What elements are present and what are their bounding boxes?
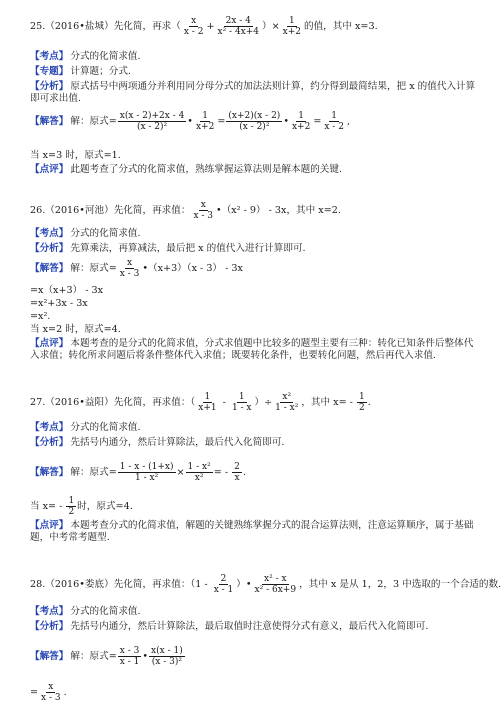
jieda-line: 【解答】 解：原式= $\frac{1 - x - (1+x)}{\text{1 - x²}}$ × $\frac{\text{1 - x²}}{\text{x²}}$ = - $\frac{2}{x}$ . [30, 462, 246, 483]
fenxi-tag: 【分析】 [30, 621, 69, 632]
step-line [30, 682, 67, 703]
dianping-line [30, 520, 476, 544]
dianping-line [30, 338, 476, 362]
kaodian-line [30, 51, 141, 63]
stem-text: . [367, 397, 371, 408]
fraction: $\frac{(x+2)(x - 2)}{\text{(x - 2)²}}$ [228, 111, 281, 132]
dang-line: 当 x=2 时，原式=4. [30, 324, 121, 335]
kaodian-text: 分式的化简求值. [70, 228, 141, 239]
fraction: $\frac{2}{x}$ [234, 462, 240, 483]
dianping-tag: 【点评】 [30, 338, 69, 349]
jieda-text: 解：原式= [70, 651, 117, 662]
problem-26-stem [30, 200, 341, 221]
step-line: =x². [30, 311, 51, 322]
problem-27-stem [30, 392, 371, 413]
jieda-tag: 【解答】 [30, 263, 69, 274]
stem-text: 26.（2016•河池）先化简，再求值： [30, 205, 191, 216]
fenxi-text: 原式括号中两项通分并利用同分母分式的加法法则计算，约分得到最简结果，把 x 的值代入计算即可求出值. [30, 81, 476, 104]
dang-line [30, 496, 133, 517]
problem-28-stem [30, 574, 501, 595]
step-text: = [30, 687, 39, 698]
kaodian-tag: 【考点】 [30, 422, 69, 433]
fraction: $\frac{\text{x²}}{\text{1 - x²}}$ [275, 392, 299, 413]
fenxi-tag: 【分析】 [30, 437, 69, 448]
jieda-line: 【解答】 解：原式= $\frac{x - 3}{x - 1}$ • $\frac{x(x - 1)}{\text{(x - 3)²}}$ [30, 646, 183, 667]
step-line: =x²+3x - 3x [30, 298, 88, 309]
jieda-text: 解：原式= [70, 263, 117, 274]
jieda-text: = - [213, 467, 232, 478]
jieda-tag: 【解答】 [30, 651, 69, 662]
zhuanti-text: 计算题；分式. [70, 66, 131, 77]
dianping-text: 本题考查分式的化简求值，解题的关键熟练掌握分式的混合运算法则，注意运算顺序，属于基础题，中考常考题型. [30, 520, 474, 543]
fraction: $\frac{1 - x - (1+x)}{\text{1 - x²}}$ [119, 462, 174, 483]
dang-text: 当 x= - [30, 501, 66, 512]
fraction: $\frac{\text{1 - x²}}{\text{x²}}$ [187, 462, 211, 483]
fenxi-line [30, 81, 476, 105]
operator: - [219, 397, 229, 408]
kaodian-text: 分式的化简求值. [70, 606, 141, 617]
fenxi-text: 先括号内通分，然后计算除法，最后代入化简即可. [70, 437, 285, 448]
dianping-tag: 【点评】 [30, 164, 69, 175]
fraction: $\frac{1}{x+2}$ [291, 111, 311, 132]
fenxi-line [30, 243, 306, 255]
fenxi-line [30, 621, 428, 633]
dianping-tag: 【点评】 [30, 520, 69, 531]
jieda-text: •（x+3）（x - 3） - 3x [142, 263, 243, 274]
stem-text: 27.（2016•益阳）先化简，再求值：（ [30, 397, 196, 408]
fraction: $\frac{1}{2}$ [68, 496, 75, 517]
jieda-tag: 【解答】 [30, 467, 69, 478]
fraction: $\frac{x - 3}{x - 1}$ [119, 646, 140, 667]
fraction: $\frac{2}{x - 1}$ [213, 574, 234, 595]
kaodian-tag: 【考点】 [30, 606, 69, 617]
dang-line: 当 x=3 时，原式=1. [30, 150, 121, 161]
zhuanti-line [30, 66, 131, 78]
problem-25-stem [30, 16, 378, 37]
stem-text: ，其中 x 是从 1，2，3 中选取的一个合适的数. [299, 579, 502, 590]
kaodian-text: 分式的化简求值. [70, 51, 141, 62]
jieda-tag: 【解答】 [30, 116, 69, 127]
jieda-text: 解：原式= [70, 116, 117, 127]
jieda-line [30, 258, 243, 279]
fraction: $\frac{2x - 4}{\text{x² - 4x+4}}$ [217, 16, 260, 37]
fraction: $\frac{1}{2}$ [358, 392, 365, 413]
operator: × [176, 467, 185, 478]
fenxi-tag: 【分析】 [30, 81, 69, 92]
operator: ）÷ [254, 397, 273, 408]
fraction: $\frac{x}{x - 2}$ [183, 16, 204, 37]
stem-text: 25.（2016•盐城）先化简，再求（ [30, 21, 181, 32]
kaodian-tag: 【考点】 [30, 228, 69, 239]
fraction: $\frac{1}{x+1}$ [198, 392, 217, 413]
kaodian-line [30, 606, 141, 618]
step-line: =x（x+3） - 3x [30, 285, 104, 296]
fenxi-text: 先括号内通分，然后计算除法，最后取值时注意使得分式有意义，最后代入化简即可. [70, 621, 429, 632]
operator: + [206, 21, 215, 32]
fenxi-text: 先算乘法，再算减法，最后把 x 的值代入进行计算即可. [70, 243, 306, 254]
stem-text: •（x² - 9） - 3x，其中 x=2. [216, 205, 341, 216]
kaodian-text: 分式的化简求值. [70, 422, 141, 433]
dianping-text: 本题考查的是分式的化简求值，分式求值题中比较多的题型主要有三种：转化已知条件后整体代入求值；转化所求问题后将条件整体代入求值；既要转化条件，也要转化问题，然后再代入求值. [30, 338, 474, 361]
operator: ）• [236, 579, 252, 590]
kaodian-line [30, 422, 141, 434]
zhuanti-tag: 【专题】 [30, 66, 69, 77]
fraction: $\frac{1}{x+2}$ [282, 16, 301, 37]
fraction: $\frac{\text{x² - x}}{\text{x² - 6x+9}}$ [254, 574, 297, 595]
kaodian-tag: 【考点】 [30, 51, 69, 62]
fraction: $\frac{1}{x - 2}$ [324, 111, 344, 132]
fraction: $\frac{x}{x - 3}$ [193, 200, 214, 221]
stem-text: ，其中 x= - [301, 397, 356, 408]
stem-text: 的值，其中 x=3. [304, 21, 378, 32]
step-text: . [63, 687, 67, 698]
fenxi-line [30, 437, 285, 449]
fraction: $\frac{x(x - 1)}{\text{(x - 3)²}}$ [151, 646, 183, 667]
fenxi-tag: 【分析】 [30, 243, 69, 254]
fraction: $\frac{x(x - 2)+2x - 4}{\text{(x - 2)²}}$ [119, 111, 185, 132]
dianping-text: 此题考查了分式的化简求值，熟练掌握运算法则是解本题的关键. [70, 164, 343, 175]
stem-text: 28.（2016•娄底）先化简，再求值：（1 - [30, 579, 211, 590]
jieda-line: 【解答】 解：原式= $\frac{x(x - 2)+2x - 4}{\text{(x - 2)²}}$ • $\frac{1}{x+2}$ = $\frac{(x+2)(x - 2)}{\text{(x - 2)²}}$ • $\frac{1}{x+2}$ = $\frac{1}{x - 2}$ , [30, 111, 351, 132]
operator: ）× [262, 21, 280, 32]
jieda-text: 解：原式= [70, 467, 117, 478]
fraction: $\frac{x}{x - 3}$ [41, 682, 61, 703]
kaodian-line [30, 228, 141, 240]
dang-text: 时，原式=4. [77, 501, 133, 512]
fraction: $\frac{x}{x - 3}$ [119, 258, 140, 279]
dianping-line [30, 164, 342, 176]
fraction: $\frac{1}{x+2}$ [195, 111, 215, 132]
fraction: $\frac{1}{1 - x}$ [231, 392, 252, 413]
